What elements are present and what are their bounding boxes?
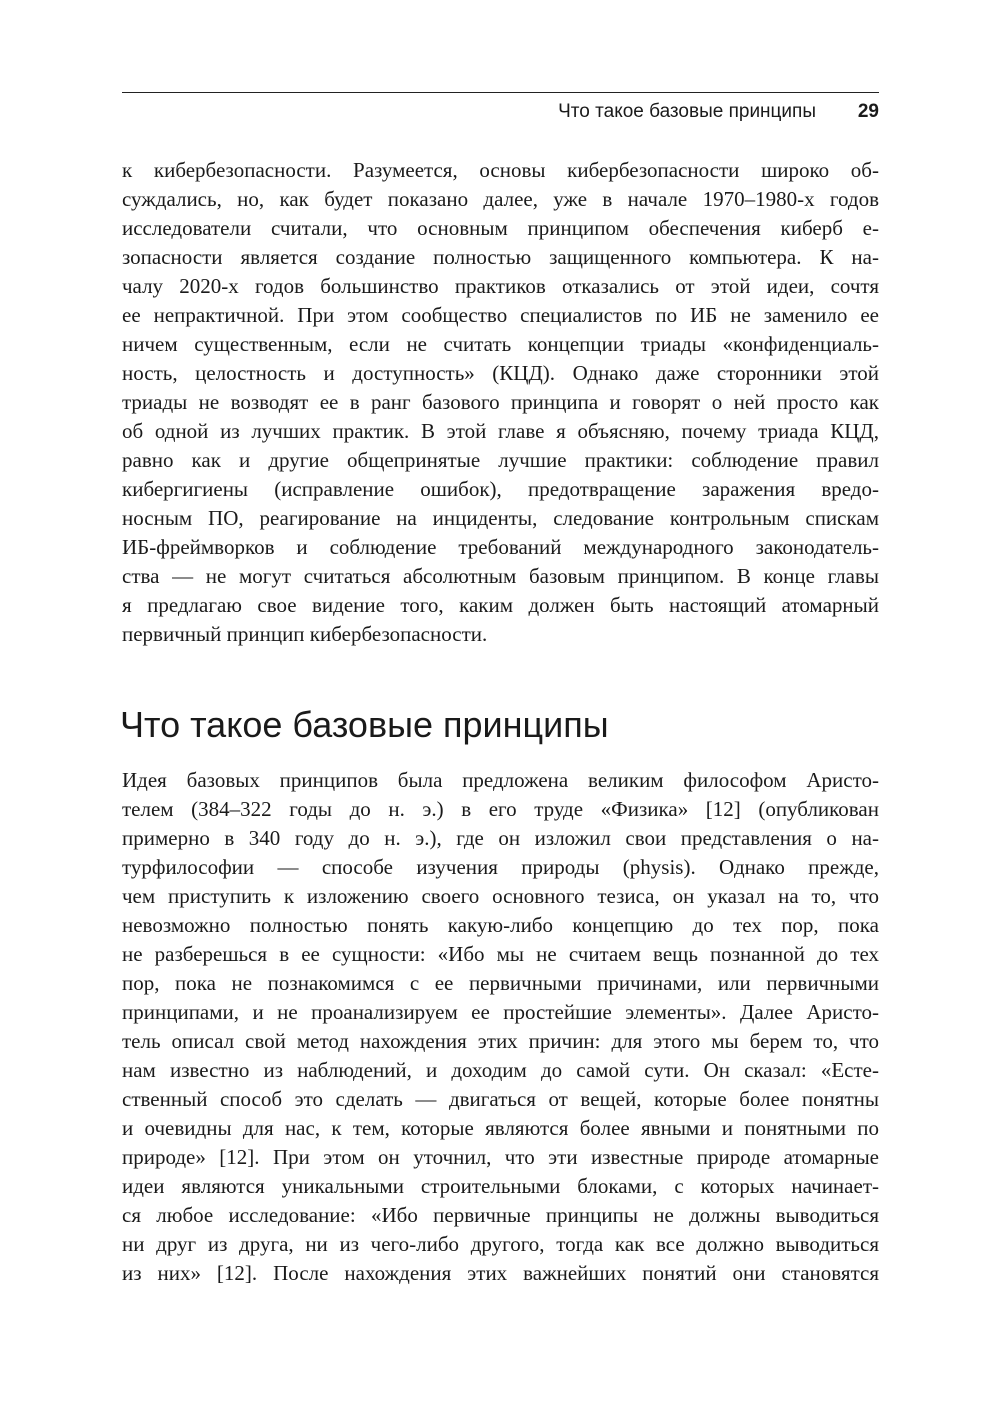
text-line: я предлагаю свое видение того, каким должен быть настоящий атомарный: [122, 593, 879, 617]
text-line: суждались, но, как будет показано далее, уже в начале 1970–1980-х годов: [122, 187, 879, 211]
text-line: зопасности является создание полностью защищенного компьютера. К на-: [122, 245, 879, 269]
text-line: не разберешься в ее сущности: «Ибо мы не считаем вещь познанной до тех: [122, 942, 879, 966]
text-line: нам известно из наблюдений, и доходим до самой сути. Он сказал: «Есте-: [122, 1058, 879, 1082]
text-line: к кибербезопасности. Разумеется, основы кибербезопасности широко об-: [122, 158, 879, 182]
text-line: примерно в 340 году до н. э.), где он изложил свои представления о на-: [122, 826, 879, 850]
text-line: кибергигиены (исправление ошибок), предотвращение заражения вредо-: [122, 477, 879, 501]
text-line: чалу 2020-х годов большинство практиков отказались от этой идеи, сочтя: [122, 274, 879, 298]
text-line: об одной из лучших практик. В этой главе я объясняю, почему триада КЦД,: [122, 419, 879, 443]
text-line: триады не возводят ее в ранг базового принципа и говорят о ней просто как: [122, 390, 879, 414]
text-line: ее непрактичной. При этом сообщество специалистов по ИБ не заменило ее: [122, 303, 879, 327]
text-line: ства — не могут считаться абсолютным базовым принципом. В конце главы: [122, 564, 879, 588]
text-line: пор, пока не познакомимся с ее первичными причинами, или первичными: [122, 971, 879, 995]
text-line: первичный принцип кибербезопасности.: [122, 622, 488, 646]
text-line: Идея базовых принципов была предложена великим философом Аристо-: [122, 768, 879, 792]
text-line: носным ПО, реагирование на инциденты, следование контрольным спискам: [122, 506, 879, 530]
text-line: ИБ-фреймворков и соблюдение требований международного законодатель-: [122, 535, 879, 559]
text-line: телем (384–322 годы до н. э.) в его труде «Физика» [12] (опубликован: [122, 797, 879, 821]
text-line: чем приступить к изложению своего основного тезиса, он указал на то, что: [122, 884, 879, 908]
text-line: ность, целостность и доступность» (КЦД). Однако даже сторонники этой: [122, 361, 879, 385]
text-line: принципами, и не проанализируем ее простейшие элементы». Далее Аристо-: [122, 1000, 879, 1024]
page-number: 29: [857, 101, 879, 122]
text-line: ся любое исследование: «Ибо первичные принципы не должны выводиться: [122, 1203, 879, 1227]
header-rule: [122, 92, 879, 93]
section-heading: Что такое базовые принципы: [120, 704, 609, 745]
text-line: невозможно полностью понять какую-либо концепцию до тех пор, пока: [122, 913, 879, 937]
text-line: турфилософии — способе изучения природы (physis). Однако прежде,: [122, 855, 879, 879]
text-line: ственный способ это сделать — двигаться от вещей, которые более понятны: [122, 1087, 879, 1111]
running-head-title: Что такое базовые принципы: [558, 101, 816, 122]
text-line: идеи являются уникальными строительными блоками, с которых начинает-: [122, 1174, 879, 1198]
text-line: исследователи считали, что основным принципом обеспечения киберб е-: [122, 216, 879, 240]
text-line: из них» [12]. После нахождения этих важнейших понятий они становятся: [122, 1261, 879, 1285]
text-line: ни друг из друга, ни из чего-либо другого, тогда как все должно выводиться: [122, 1232, 879, 1256]
text-line: тель описал свой метод нахождения этих причин: для этого мы берем то, что: [122, 1029, 879, 1053]
text-line: природе» [12]. При этом он уточнил, что эти известные природе атомарные: [122, 1145, 879, 1169]
text-line: ничем существенным, если не считать концепции триады «конфиденциаль-: [122, 332, 879, 356]
text-line: и очевидны для нас, к тем, которые являются более явными и понятными по: [122, 1116, 879, 1140]
text-line: равно как и другие общепринятые лучшие практики: соблюдение правил: [122, 448, 879, 472]
